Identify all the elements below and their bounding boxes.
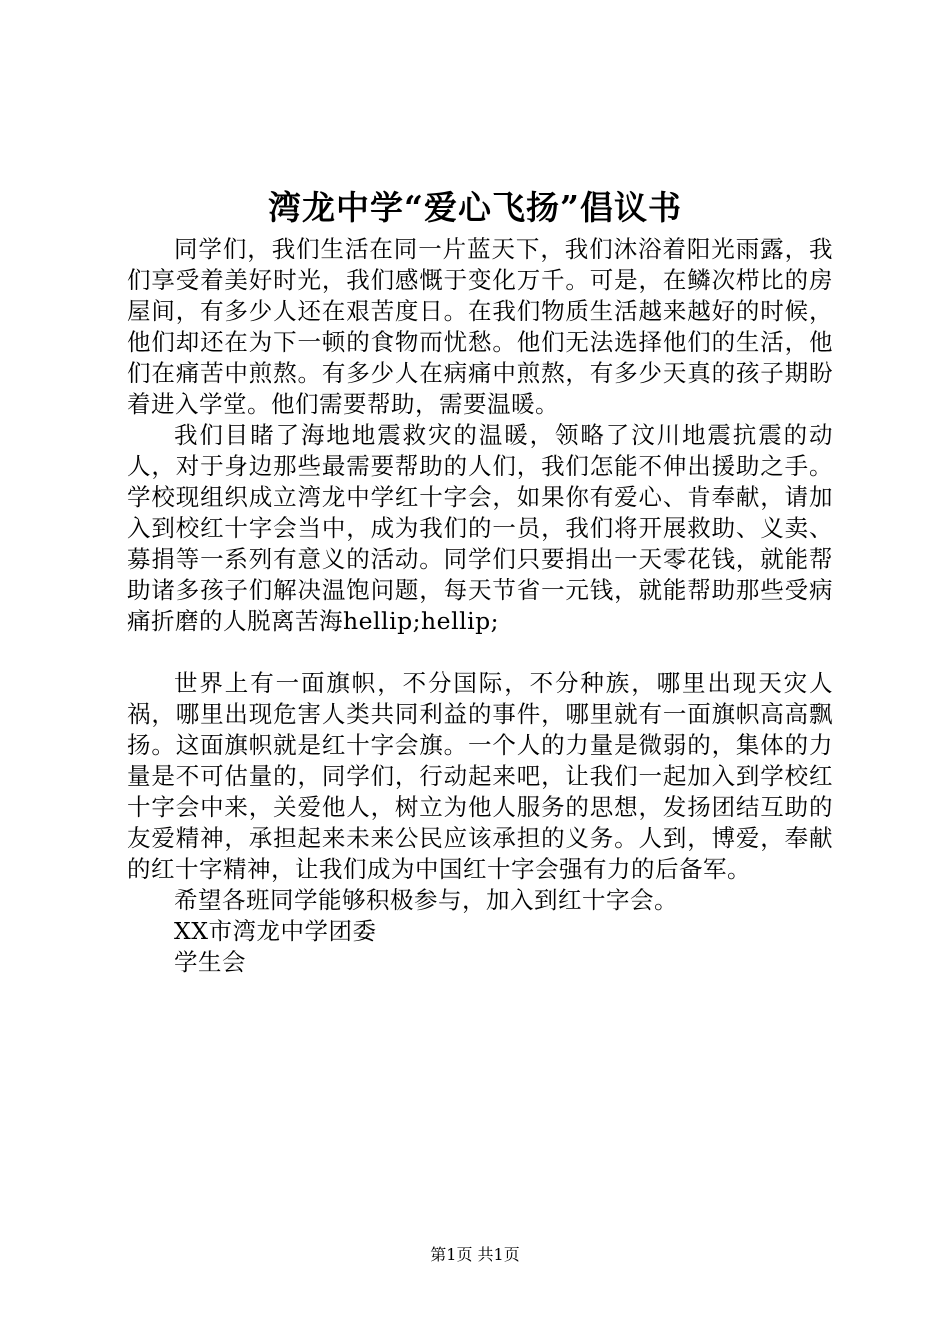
- document-body: [127, 234, 833, 978]
- paragraph-closing: 希望各班同学能够积极参与，加入到红十字会。: [174, 886, 678, 914]
- paragraph-red-cross-flag: 世界上有一面旗帜，不分国际，不分种族，哪里出现天灾人祸，哪里出现危害人类共同利益的事件，哪里就有一面旗帜高高飘扬。这面旗帜就是红十字会旗。一个人的力量是微弱的，集体的力量是不可估量的，同学们，行动起来吧，让我们一起加入到学校红十字会中来，关爱他人，树立为他人服务的思想，发扬团结互助的友爱精神，承担起来未来公民应该承担的义务。人到，博爱，奉献的红十字精神，让我们成为中国红十字会强有力的后备军。: [127, 669, 833, 883]
- signature-student-union: 学生会: [174, 948, 246, 976]
- page-number-footer: 第1页 共1页: [430, 1245, 520, 1264]
- paragraph-call-to-join: 我们目睹了海地地震救灾的温暖，领略了汶川地震抗震的动人，对于身边那些最需要帮助的人们，我们怎能不伸出援助之手。学校现组织成立湾龙中学红十字会，如果你有爱心、肯奉献，请加入到校红十字会当中，成为我们的一员，我们将开展救助、义卖、募捐等一系列有意义的活动。同学们只要捐出一天零花钱，就能帮助诸多孩子们解决温饱问题，每天节省一元钱，就能帮助那些受病痛折磨的人脱离苦海hellip;hellip;: [127, 421, 833, 635]
- paragraph-intro: 同学们，我们生活在同一片蓝天下，我们沐浴着阳光雨露，我们享受着美好时光，我们感慨于变化万千。可是，在鳞次栉比的房屋间，有多少人还在艰苦度日。在我们物质生活越来越好的时候，他们却还在为下一顿的食物而忧愁。他们无法选择他们的生活，他们在痛苦中煎熬。有多少人在病痛中煎熬，有多少天真的孩子期盼着进入学堂。他们需要帮助，需要温暖。: [127, 235, 833, 418]
- signature-org: XX市湾龙中学团委: [174, 917, 377, 945]
- document-title: 湾龙中学“爱心飞扬”倡议书: [268, 188, 682, 227]
